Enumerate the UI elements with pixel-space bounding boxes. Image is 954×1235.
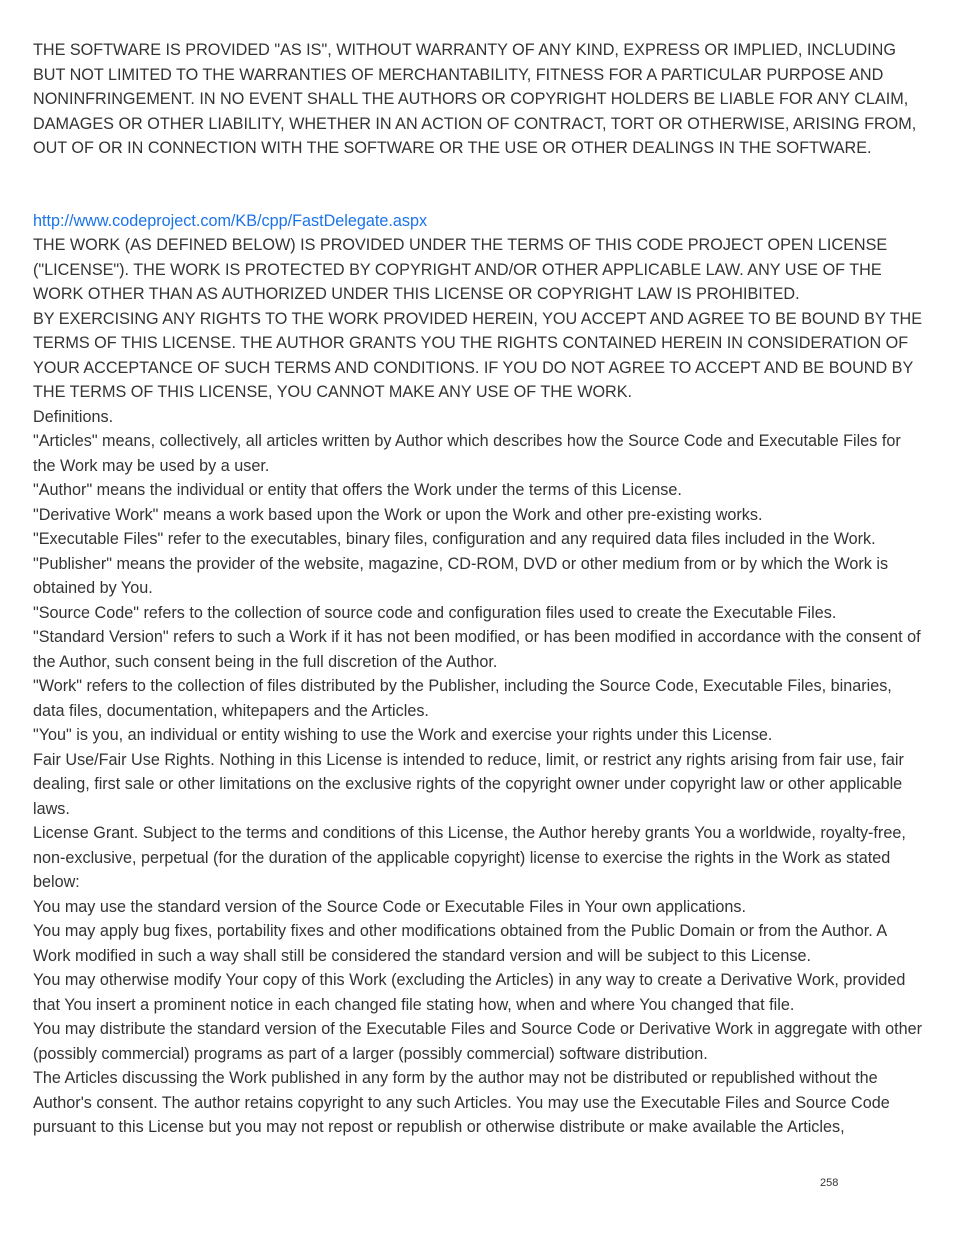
grant-item-distribute: You may distribute the standard version of the Executable Files and Source Code or Derivative Work in aggregate with other (possibly commercial) programs as part of a larger (possibly commercial) software distribution.: [33, 1020, 922, 1063]
license-header-paragraph: THE WORK (AS DEFINED BELOW) IS PROVIDED UNDER THE TERMS OF THIS CODE PROJECT OPEN LICENSE ("LICENSE"). THE WORK IS PROTECTED BY COPYRIGHT AND/OR OTHER APPLICABLE LAW. ANY USE OF THE WORK OTHER THAN AS AUTHORIZED UNDER THIS LICENSE OR COPYRIGHT LAW IS PROHIBITED.: [33, 236, 888, 303]
document-page: [33, 38, 923, 1140]
section-spacer: [33, 161, 923, 209]
license-text: [33, 233, 923, 1140]
definition-articles: "Articles" means, collectively, all articles written by Author which describes how the Source Code and Executable Files for the Work may be used by a user.: [33, 432, 901, 475]
definition-executable-files: "Executable Files" refer to the executables, binary files, configuration and any required data files included in the Work.: [33, 530, 876, 548]
definition-you: "You" is you, an individual or entity wishing to use the Work and exercise your rights under this License.: [33, 726, 773, 744]
definitions-heading: Definitions.: [33, 407, 114, 426]
definition-publisher: "Publisher" means the provider of the website, magazine, CD-ROM, DVD or other medium from or by which the Work is obtained by You.: [33, 554, 889, 597]
acceptance-paragraph: BY EXERCISING ANY RIGHTS TO THE WORK PROVIDED HEREIN, YOU ACCEPT AND AGREE TO BE BOUND BY THE TERMS OF THIS LICENSE. THE AUTHOR GRANTS YOU THE RIGHTS CONTAINED HEREIN IN CONSIDERATION OF YOUR ACCEPTANCE OF SUCH TERMS AND CONDITIONS. IF YOU DO NOT AGREE TO ACCEPT AND BE BOUND BY THE TERMS OF THIS LICENSE, YOU CANNOT MAKE ANY USE OF THE WORK.: [33, 309, 923, 401]
source-link[interactable]: http://www.codeproject.com/KB/cpp/FastDelegate.aspx: [33, 211, 428, 230]
grant-item-modify: You may otherwise modify Your copy of this Work (excluding the Articles) in any way to create a Derivative Work, provided that You insert a prominent notice in each changed file stating how, when and where You changed that file.: [33, 971, 906, 1014]
license-grant-paragraph: License Grant. Subject to the terms and conditions of this License, the Author hereby grants You a worldwide, royalty-free, non-exclusive, perpetual (for the duration of the applicable copyright) license to exercise the rights in the Work as stated below:: [33, 824, 906, 891]
page-number: 258: [820, 1177, 839, 1189]
fair-use-paragraph: Fair Use/Fair Use Rights. Nothing in this License is intended to reduce, limit, or restrict any rights arising from fair use, fair dealing, first sale or other limitations on the exclusive rights of the copyright owner under copyright law or other applicable laws.: [33, 750, 904, 818]
articles-restriction-paragraph: The Articles discussing the Work published in any form by the author may not be distributed or republished without the Author's consent. The author retains copyright to any such Articles. You may use the Executable Files and Source Code pursuant to this License but you may not repost or republish or otherwise distribute or make available the Articles,: [33, 1069, 890, 1136]
definition-work: "Work" refers to the collection of files distributed by the Publisher, including the Source Code, Executable Files, binaries, data files, documentation, whitepapers and the Articles.: [33, 677, 892, 720]
grant-item-bug-fixes: You may apply bug fixes, portability fixes and other modifications obtained from the Public Domain or from the Author. A Work modified in such a way shall still be considered the standard version and will be subject to this License.: [33, 922, 887, 965]
definition-standard-version: "Standard Version" refers to such a Work if it has not been modified, or has been modified in accordance with the consent of the Author, such consent being in the full discretion of the Author.: [33, 628, 921, 671]
definition-source-code: "Source Code" refers to the collection of source code and configuration files used to create the Executable Files.: [33, 603, 837, 622]
grant-item-use: You may use the standard version of the Source Code or Executable Files in Your own applications.: [33, 897, 746, 916]
definition-derivative-work: "Derivative Work" means a work based upon the Work or upon the Work and other pre-existing works.: [33, 505, 763, 524]
warranty-disclaimer: THE SOFTWARE IS PROVIDED "AS IS", WITHOUT WARRANTY OF ANY KIND, EXPRESS OR IMPLIED, INCLUDING BUT NOT LIMITED TO THE WARRANTIES OF MERCHANTABILITY, FITNESS FOR A PARTICULAR PURPOSE AND NONINFRINGEMENT. IN NO EVENT SHALL THE AUTHORS OR COPYRIGHT HOLDERS BE LIABLE FOR ANY CLAIM, DAMAGES OR OTHER LIABILITY, WHETHER IN AN ACTION OF CONTRACT, TORT OR OTHERWISE, ARISING FROM, OUT OF OR IN CONNECTION WITH THE SOFTWARE OR THE USE OR OTHER DEALINGS IN THE SOFTWARE.: [33, 41, 917, 157]
definition-author: "Author" means the individual or entity that offers the Work under the terms of this License.: [33, 481, 682, 499]
